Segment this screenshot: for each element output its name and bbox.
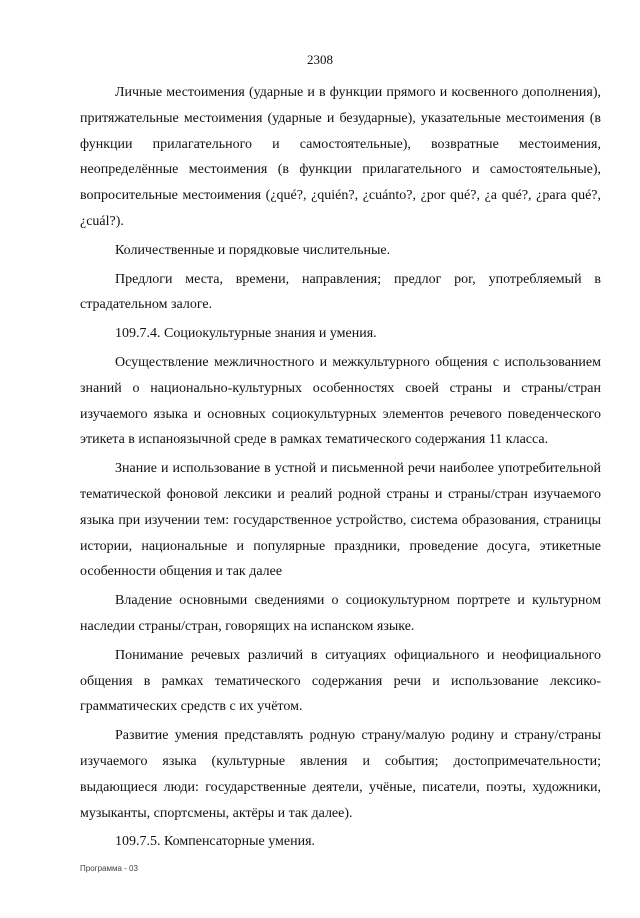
paragraph-background-vocabulary: Знание и использование в устной и письменной речи наиболее употребительной тематической фоновой лексики и реалий родной страны и страны/стран изучаемого языка при изучении тем: государственное устройство, система образования, страницы истории, национальные и популярные праздники, проведение досуга, этикетные особенности общения и так далее (80, 461, 601, 580)
page-number: 2308 (307, 52, 333, 67)
paragraph-pronouns: Личные местоимения (ударные и в функции прямого и косвенного дополнения), притяжательные местоимения (ударные и безударные), указательные местоимения (в функции прилагательного и самостоятельные), возвратные местоимения, неопределённые местоимения (в функции прилагательного и самостоятельные), вопросительные местоимения (¿qué?, ¿quién?, ¿cuánto?, ¿por qué?, ¿a qué?, ¿para qué?, ¿cuál?). (80, 85, 601, 229)
section-heading-compensatory: 109.7.5. Компенсаторные умения. (115, 834, 316, 850)
paragraph-prepositions: Предлоги места, времени, направления; предлог por, употребляемый в страдательном залоге. (80, 271, 601, 313)
document-body (80, 80, 601, 858)
section-heading-sociocultural: 109.7.4. Социокультурные знания и умения. (115, 326, 377, 342)
paragraph-speech-differences: Понимание речевых различий в ситуациях официального и неофициального общения в рамках тематического содержания речи и использование лексико-грамматических средств с их учётом. (80, 647, 601, 715)
paragraph-numerals: Количественные и порядковые числительные. (115, 242, 391, 258)
paragraph-cultural-heritage: Владение основными сведениями о социокультурном портрете и культурном наследии страны/стран, говорящих на испанском языке. (80, 593, 601, 634)
paragraph-presenting-country: Развитие умения представлять родную страну/малую родину и страну/страны изучаемого языка (культурные явления и события; достопримечательности; выдающиеся люди: государственные деятели, учёные, писатели, поэты, художники, музыканты, спортсмены, актёры и так далее). (80, 728, 601, 821)
page-footer: Программа - 03 (80, 864, 138, 873)
paragraph-communication: Осуществление межличностного и межкультурного общения с использованием знаний о национально-культурных особенностях своей страны и страны/стран изучаемого языка и основных социокультурных элементов речевого поведенческого этикета в испаноязычной среде в рамках тематического содержания 11 класса. (80, 354, 601, 448)
